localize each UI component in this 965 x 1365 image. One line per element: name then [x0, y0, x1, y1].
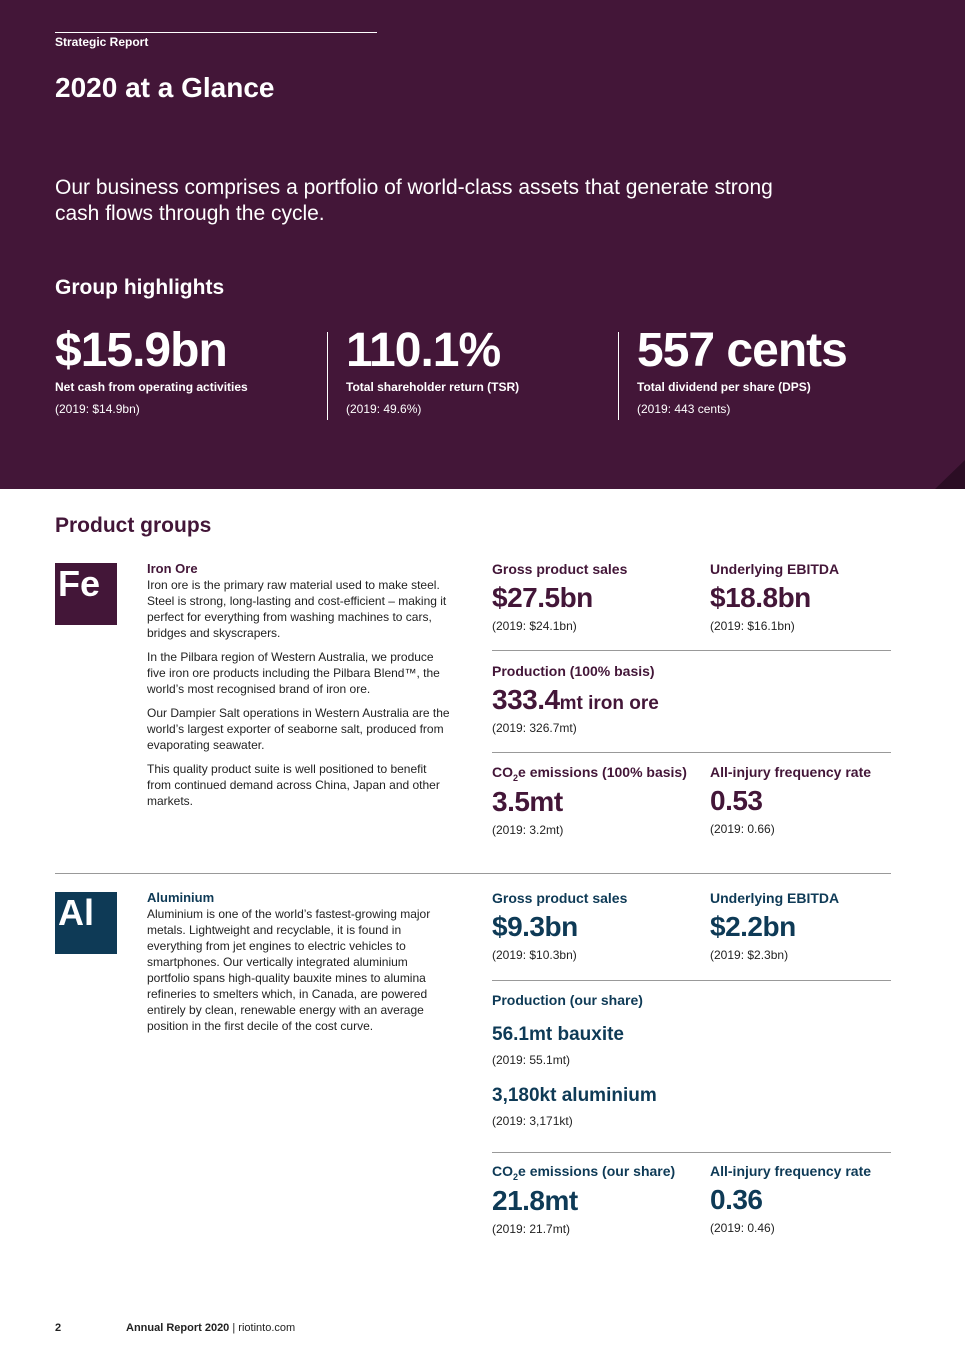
highlight-label: Total dividend per share (DPS): [637, 380, 811, 394]
aluminium-paragraph: Aluminium is one of the world’s fastest-growing major metals. Lightweight and recyclable, it is found in everything from jet engines to electric vehicles to smartphones. Our vertically integrated aluminium portfolio spans high-quality bauxite mines to alumina refineries to smelters which, in Canada, are powered entirely by clean, renewable energy with an average position in the first decile of the cost curve.: [147, 907, 431, 1033]
highlight-label: Total shareholder return (TSR): [346, 380, 520, 394]
kpi-prior: (2019: 0.46): [710, 1221, 775, 1235]
al-production: [492, 992, 657, 1128]
corner-decoration: [935, 460, 965, 489]
divider: [492, 980, 891, 981]
kpi-value: 0.53: [710, 785, 763, 816]
kpi-prior: (2019: $10.3bn): [492, 948, 577, 962]
label-rest: e emissions (our share): [518, 1163, 676, 1179]
aluminium-heading: Aluminium: [147, 890, 215, 905]
section-label: Strategic Report: [55, 35, 149, 49]
divider: [492, 1152, 891, 1153]
kpi-value: $9.3bn: [492, 911, 578, 942]
header-rule: [55, 32, 377, 33]
highlight-tsr: [346, 325, 519, 416]
divider: [492, 650, 891, 651]
aluminium-prior: (2019: 3,171kt): [492, 1114, 573, 1128]
highlight-value: 557 cents: [637, 324, 847, 377]
kpi-prior: (2019: $2.3bn): [710, 948, 789, 962]
footer-separator: |: [229, 1322, 239, 1334]
kpi-label: Production (100% basis): [492, 663, 655, 679]
kpi-label: Gross product sales: [492, 561, 628, 577]
al-emissions: [492, 1163, 675, 1236]
kpi-label: All-injury frequency rate: [710, 764, 872, 780]
kpi-label: [492, 764, 687, 783]
kpi-prior: (2019: 0.66): [710, 822, 775, 836]
kpi-label: All-injury frequency rate: [710, 1163, 872, 1179]
aluminium-value: 3,180kt aluminium: [492, 1085, 657, 1106]
kpi-prior: (2019: 21.7mt): [492, 1221, 571, 1236]
footer-site: riotinto.com: [238, 1322, 296, 1334]
kpi-value: 21.8mt: [492, 1184, 578, 1216]
kpi-label: [492, 1163, 675, 1182]
kpi-label: Underlying EBITDA: [710, 890, 840, 906]
al-ebitda: [710, 890, 839, 962]
production-number: 333.4: [492, 684, 560, 715]
highlight-prior: (2019: 49.6%): [346, 402, 422, 416]
highlight-value: 110.1%: [346, 324, 501, 377]
bauxite-prior: (2019: 55.1mt): [492, 1053, 571, 1067]
kpi-value: 3.5mt: [492, 785, 563, 817]
iron-ore-heading: Iron Ore: [147, 561, 198, 576]
page-number: 2: [55, 1322, 62, 1334]
al-symbol-tile: Al: [55, 892, 117, 954]
bauxite-value: 56.1mt bauxite: [492, 1024, 624, 1045]
highlight-net-cash: [55, 325, 248, 416]
al-gross-sales: [492, 890, 627, 962]
product-groups-title: Product groups: [55, 514, 212, 537]
kpi-value: $27.5bn: [492, 582, 593, 613]
iron-ore-description: [147, 561, 453, 817]
kpi-label: Production (our share): [492, 992, 643, 1008]
footer-report-title: Annual Report 2020: [126, 1322, 230, 1334]
kpi-prior: (2019: 3.2mt): [492, 822, 564, 837]
intro-text: Our business comprises a portfolio of world-class assets that generate strong cash flows through the cycle.: [55, 176, 773, 225]
fe-emissions: [492, 764, 687, 837]
kpi-value: 0.36: [710, 1184, 763, 1215]
iron-ore-paragraph: In the Pilbara region of Western Australia, we produce five iron ore products including the Pilbara Blend™, the world’s most recognised brand of iron ore.: [147, 650, 440, 696]
production-unit: mt iron ore: [559, 693, 659, 714]
kpi-prior: (2019: $16.1bn): [710, 619, 795, 633]
highlight-divider: [327, 332, 328, 420]
label-subscript: 2: [513, 1171, 519, 1182]
fe-production: [492, 663, 659, 735]
kpi-value: [492, 684, 659, 716]
section-divider: [55, 873, 891, 874]
fe-symbol-tile: Fe: [55, 563, 117, 625]
highlight-divider: [618, 332, 619, 420]
kpi-label: Gross product sales: [492, 890, 628, 906]
label-co: CO: [492, 764, 513, 780]
page-title: 2020 at a Glance: [55, 72, 275, 103]
highlight-prior: (2019: 443 cents): [637, 402, 731, 416]
iron-ore-paragraph: Our Dampier Salt operations in Western Australia are the world’s largest exporter of seaborne salt, produced from evaporating seawater.: [147, 706, 450, 752]
iron-ore-paragraph: This quality product suite is well positioned to benefit from continued demand across China, Japan and other markets.: [147, 762, 440, 808]
fe-ebitda: [710, 561, 839, 633]
fe-gross-sales: [492, 561, 627, 633]
highlight-prior: (2019: $14.9bn): [55, 402, 140, 416]
highlight-value: $15.9bn: [55, 324, 227, 377]
fe-injury-rate: [710, 764, 871, 836]
kpi-prior: (2019: 326.7mt): [492, 721, 577, 735]
kpi-label: Underlying EBITDA: [710, 561, 840, 577]
al-injury-rate: [710, 1163, 871, 1235]
kpi-prior: (2019: $24.1bn): [492, 619, 577, 633]
kpi-value: $18.8bn: [710, 582, 811, 613]
group-highlights-title: Group highlights: [55, 276, 225, 299]
iron-ore-paragraph: Iron ore is the primary raw material used to make steel. Steel is strong, long-lasting and cost-efficient – making it perfect for everything from washing machines to cars, bridges and skyscrapers.: [147, 578, 447, 640]
hero-banner: [0, 0, 965, 489]
kpi-value: $2.2bn: [710, 911, 796, 942]
label-rest: e emissions (100% basis): [518, 764, 687, 780]
footer-report: [126, 1322, 295, 1334]
highlight-dps: [637, 325, 847, 416]
label-subscript: 2: [513, 772, 519, 783]
highlight-label: Net cash from operating activities: [55, 380, 248, 394]
label-co: CO: [492, 1163, 513, 1179]
aluminium-description: [147, 890, 453, 1042]
divider: [492, 752, 891, 753]
